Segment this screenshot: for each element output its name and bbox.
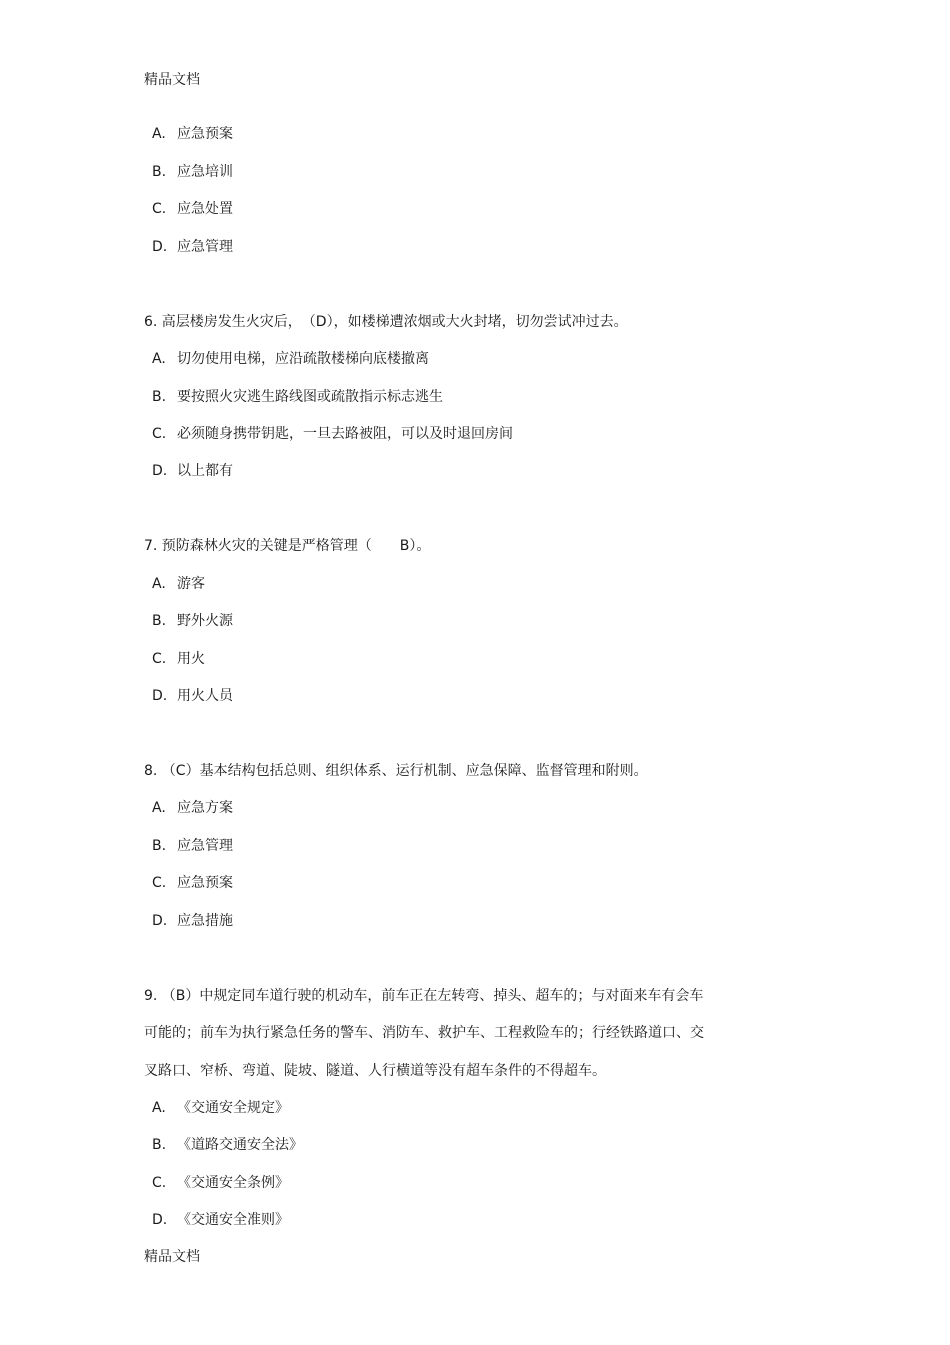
option-text: 要按照火灾逃生路线图或疏散指示标志逃生 [177,389,443,405]
option-text: 游客 [177,576,205,592]
option-letter: D. [152,913,168,929]
option-7-a [152,575,205,593]
option-letter: B. [152,164,167,180]
option-8-a [152,799,233,817]
option-letter: C. [152,875,167,891]
option-5-d [152,238,233,256]
option-text: 应急管理 [177,239,233,255]
option-9-b [152,1136,303,1154]
option-9-c [152,1174,289,1192]
option-letter: A. [152,351,166,367]
option-text: 《交通安全准则》 [177,1212,289,1228]
option-text: 《道路交通安全法》 [177,1137,303,1153]
option-5-a [152,125,233,143]
option-text: 应急管理 [177,838,233,854]
option-text: 用火人员 [177,688,233,704]
option-6-b [152,388,443,406]
question-8-stem: 8. （C）基本结构包括总则、组织体系、运行机制、应急保障、监督管理和附则。 [144,763,648,779]
page-footer: 精品文档 [144,1249,200,1265]
option-letter: B. [152,1137,167,1153]
option-letter: D. [152,463,168,479]
option-text: 应急预案 [177,875,233,891]
option-text: 应急培训 [177,164,233,180]
question-7-stem: 7. 预防森林火灾的关键是严格管理（ B）。 [144,538,431,554]
option-letter: A. [152,1100,166,1116]
option-letter: C. [152,651,167,667]
option-text: 应急预案 [177,126,233,142]
option-5-c [152,200,233,218]
question-9-stem-line-1: 9. （B）中规定同车道行驶的机动车，前车正在左转弯、掉头、超车的；与对面来车有会车 [144,988,704,1004]
option-text: 切勿使用电梯，应沿疏散楼梯向底楼撤离 [177,351,429,367]
option-8-b [152,837,233,855]
option-6-c [152,425,513,443]
option-letter: B. [152,838,167,854]
question-9-stem-line-3: 叉路口、窄桥、弯道、陡坡、隧道、人行横道等没有超车条件的不得超车。 [144,1063,606,1079]
option-7-b [152,612,233,630]
option-9-a [152,1099,289,1117]
option-letter: D. [152,688,168,704]
question-6-stem: 6. 高层楼房发生火灾后， （D），如楼梯遭浓烟或大火封堵，切勿尝试冲过去。 [144,314,628,330]
option-6-a [152,350,429,368]
option-letter: D. [152,1212,168,1228]
option-text: 《交通安全条例》 [177,1175,289,1191]
option-text: 以上都有 [177,463,233,479]
option-letter: A. [152,126,166,142]
option-7-d [152,687,233,705]
option-letter: A. [152,800,166,816]
option-7-c [152,650,205,668]
option-5-b [152,163,233,181]
option-6-d [152,462,233,480]
option-text: 应急措施 [177,913,233,929]
option-8-c [152,874,233,892]
page-header: 精品文档 [144,72,200,88]
option-letter: B. [152,613,167,629]
option-letter: A. [152,576,166,592]
option-letter: B. [152,389,167,405]
option-9-d [152,1211,289,1229]
option-text: 应急方案 [177,800,233,816]
option-text: 《交通安全规定》 [177,1100,289,1116]
option-text: 用火 [177,651,205,667]
option-8-d [152,912,233,930]
option-text: 应急处置 [177,201,233,217]
option-letter: D. [152,239,168,255]
option-letter: C. [152,201,167,217]
option-letter: C. [152,1175,167,1191]
option-text: 必须随身携带钥匙，一旦去路被阻，可以及时退回房间 [177,426,513,442]
question-9-stem-line-2: 可能的；前车为执行紧急任务的警车、消防车、救护车、工程救险车的；行经铁路道口、交 [144,1025,704,1041]
option-text: 野外火源 [177,613,233,629]
option-letter: C. [152,426,167,442]
